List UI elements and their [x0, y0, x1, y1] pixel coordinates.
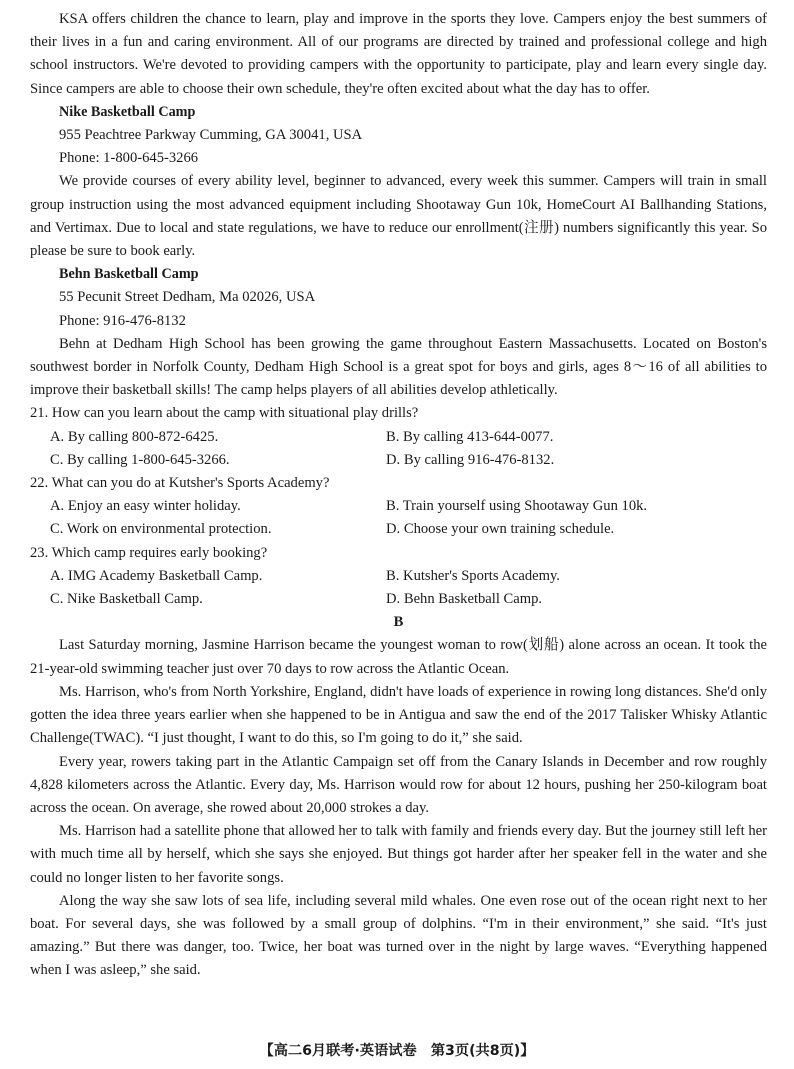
passage-paragraph: Along the way she saw lots of sea life, including several mild whales. One even rose out of the ocean right next to her boat. For several days, she was followed by a small group of dolphins. “I'm in their environment,” she said. “It's just amazing.” But there was danger, too. Twice, her boat was turned over in the night by large waves. “Everything happened when I was asleep,” she said.	[30, 892, 767, 979]
option-c: C. By calling 1-800-645-3266.	[50, 451, 230, 468]
question-stem: 22. What can you do at Kutsher's Sports Academy?	[30, 475, 330, 492]
passage-paragraph: Ms. Harrison, who's from North Yorkshire, England, didn't have loads of experience in rowing long distances. She'd only gotten the idea three years earlier when she happened to be in Antigua and saw the end of the 2017 Talisker Whisky Atlantic Challenge(TWAC). “I just thought, I want to do this, so I'm going to do it,” she said.	[30, 683, 767, 747]
question-22	[30, 472, 767, 542]
camp-behn	[30, 263, 767, 402]
option-b: B. Kutsher's Sports Academy.	[386, 567, 560, 584]
camp-nike	[30, 101, 767, 263]
option-a: A. Enjoy an easy winter holiday.	[50, 498, 241, 515]
option-c: C. Work on environmental protection.	[50, 521, 272, 538]
passage-paragraph: Ms. Harrison had a satellite phone that allowed her to talk with family and friends every day. But the journey still left her with much time all by herself, which she says she enjoyed. But things got harder after her speaker fell in the water and she could no longer listen to her favorite songs.	[30, 823, 767, 886]
option-b: B. By calling 413-644-0077.	[386, 428, 554, 445]
camp-phone: Phone: 1-800-645-3266	[59, 150, 199, 167]
option-d: D. Behn Basketball Camp.	[386, 591, 543, 608]
question-stem: 21. How can you learn about the camp with situational play drills?	[30, 405, 419, 422]
option-d: D. Choose your own training schedule.	[386, 521, 615, 538]
camp-description: Behn at Dedham High School has been growing the game throughout Eastern Massachusetts. Located on Boston's southwest border in Norfolk County, Dedham High School is a great spot for boys and girls, ages 8～16 of all abilities to improve their basketball skills! The camp helps players of all abilities develop athletically.	[30, 335, 767, 399]
question-21	[30, 402, 767, 472]
camp-phone: Phone: 916-476-8132	[59, 312, 186, 329]
camp-title: Behn Basketball Camp	[59, 266, 199, 283]
camp-address: 955 Peachtree Parkway Cumming, GA 30041, USA	[59, 127, 363, 144]
camp-description: We provide courses of every ability level, beginner to advanced, every week this summer. Campers will train in small group instruction using the most advanced equipment including Shootaway Gun 10k, HomeCourt AI Ballhanding Stations, and Vertimax. Due to local and state regulations, we have to reduce our enrollment(注册) numbers significantly this year. So please be sure to book early.	[30, 173, 767, 260]
page-footer: 【高二6月联考·英语试卷 第3页(共8页)】	[259, 1043, 535, 1059]
camp-address: 55 Pecunit Street Dedham, Ma 02026, USA	[59, 289, 316, 306]
option-b: B. Train yourself using Shootaway Gun 10k.	[386, 498, 648, 515]
passage-paragraph: Every year, rowers taking part in the Atlantic Campaign set off from the Canary Islands in December and row roughly 4,828 kilometers across the Atlantic. Every day, Ms. Harrison would row for about 12 hours, pushing her 250-kilogram boat across the ocean. On average, she rowed about 20,000 strokes a day.	[30, 753, 767, 816]
intro-paragraph: KSA offers children the chance to learn, play and improve in the sports they love. Campers enjoy the best summers of their lives in a fun and caring environment. All of our programs are directed by trained and professional college and high school instructors. We're devoted to providing campers with the opportunity to participate, play and learn every single day. Since campers are able to choose their own schedule, they're often excited about what the day has to offer.	[30, 11, 767, 97]
option-c: C. Nike Basketball Camp.	[50, 591, 203, 608]
option-a: A. IMG Academy Basketball Camp.	[50, 567, 263, 584]
question-23	[30, 542, 767, 612]
option-a: A. By calling 800-872-6425.	[50, 428, 219, 445]
section-heading-b: B	[393, 614, 404, 631]
option-d: D. By calling 916-476-8132.	[386, 451, 555, 468]
passage-paragraph: Last Saturday morning, Jasmine Harrison became the youngest woman to row(划船) alone across an ocean. It took the 21-year-old swimming teacher just over 70 days to row across the Atlantic Ocean.	[30, 637, 767, 677]
question-stem: 23. Which camp requires early booking?	[30, 544, 268, 561]
exam-page	[30, 8, 767, 983]
camp-title: Nike Basketball Camp	[59, 103, 196, 120]
